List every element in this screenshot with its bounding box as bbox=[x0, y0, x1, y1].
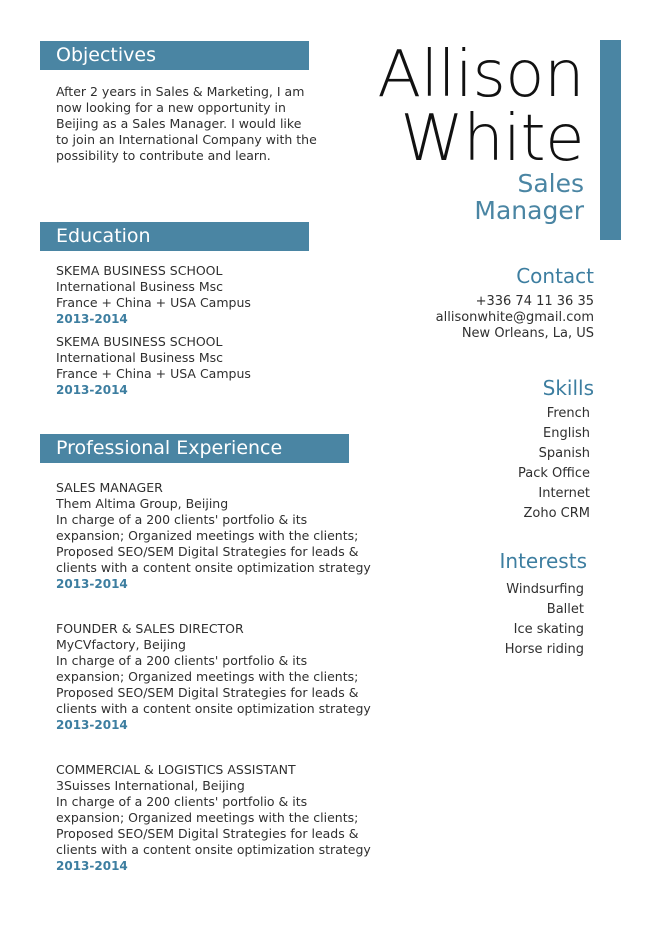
accent-bar bbox=[600, 40, 621, 240]
contact-email: allisonwhite@gmail.com bbox=[435, 310, 594, 325]
experience-entry-1: SALES MANAGER Them Altima Group, Beijing In charge of a 200 clients' portfolio & its expansion; Organized meetings with the clients; Proposed SEO/SEM Digital Strategies for leads & clients with a content onsite optimization strategy 2013-2014 bbox=[56, 480, 371, 591]
list-item: Windsurfing bbox=[506, 582, 584, 597]
list-item: Zoho CRM bbox=[523, 506, 590, 521]
experience-header: Professional Experience bbox=[40, 434, 349, 463]
skills-header: Skills bbox=[542, 376, 594, 400]
contact-location: New Orleans, La, US bbox=[461, 326, 594, 341]
job-title-line-2: Manager bbox=[474, 196, 584, 225]
contact-phone: +336 74 11 36 35 bbox=[475, 294, 594, 309]
list-item: Ice skating bbox=[513, 622, 584, 637]
education-entry-2: SKEMA BUSINESS SCHOOL International Business Msc France + China + USA Campus 2013-2014 bbox=[56, 334, 251, 397]
interests-header: Interests bbox=[499, 549, 587, 573]
list-item: Horse riding bbox=[504, 642, 584, 657]
list-item: Spanish bbox=[538, 446, 590, 461]
last-name: White bbox=[400, 102, 584, 176]
first-name: Allison bbox=[377, 38, 584, 112]
contact-header: Contact bbox=[516, 264, 594, 288]
education-entry-1: SKEMA BUSINESS SCHOOL International Business Msc France + China + USA Campus 2013-2014 bbox=[56, 263, 251, 326]
education-header: Education bbox=[40, 222, 309, 251]
interests-list bbox=[505, 580, 584, 660]
list-item: Ballet bbox=[546, 602, 584, 617]
experience-entry-3: COMMERCIAL & LOGISTICS ASSISTANT 3Suisses International, Beijing In charge of a 200 clients' portfolio & its expansion; Organized meetings with the clients; Proposed SEO/SEM Digital Strategies for leads & clients with a content onsite optimization strategy 2013-2014 bbox=[56, 762, 371, 873]
list-item: French bbox=[546, 406, 590, 421]
contact-list bbox=[436, 294, 594, 342]
objectives-text: After 2 years in Sales & Marketing, I am now looking for a new opportunity in Beijing as a Sales Manager. I would like to join an International Company with the possibility to contribute and learn. bbox=[56, 84, 317, 163]
list-item: Internet bbox=[538, 486, 590, 501]
experience-entry-2: FOUNDER & SALES DIRECTOR MyCVfactory, Beijing In charge of a 200 clients' portfolio & its expansion; Organized meetings with the clients; Proposed SEO/SEM Digital Strategies for leads & clients with a content onsite optimization strategy 2013-2014 bbox=[56, 621, 371, 732]
skills-list bbox=[518, 404, 590, 524]
job-title-line-1: Sales bbox=[517, 169, 584, 198]
list-item: Pack Office bbox=[518, 466, 590, 481]
objectives-header: Objectives bbox=[40, 41, 309, 70]
list-item: English bbox=[543, 426, 590, 441]
